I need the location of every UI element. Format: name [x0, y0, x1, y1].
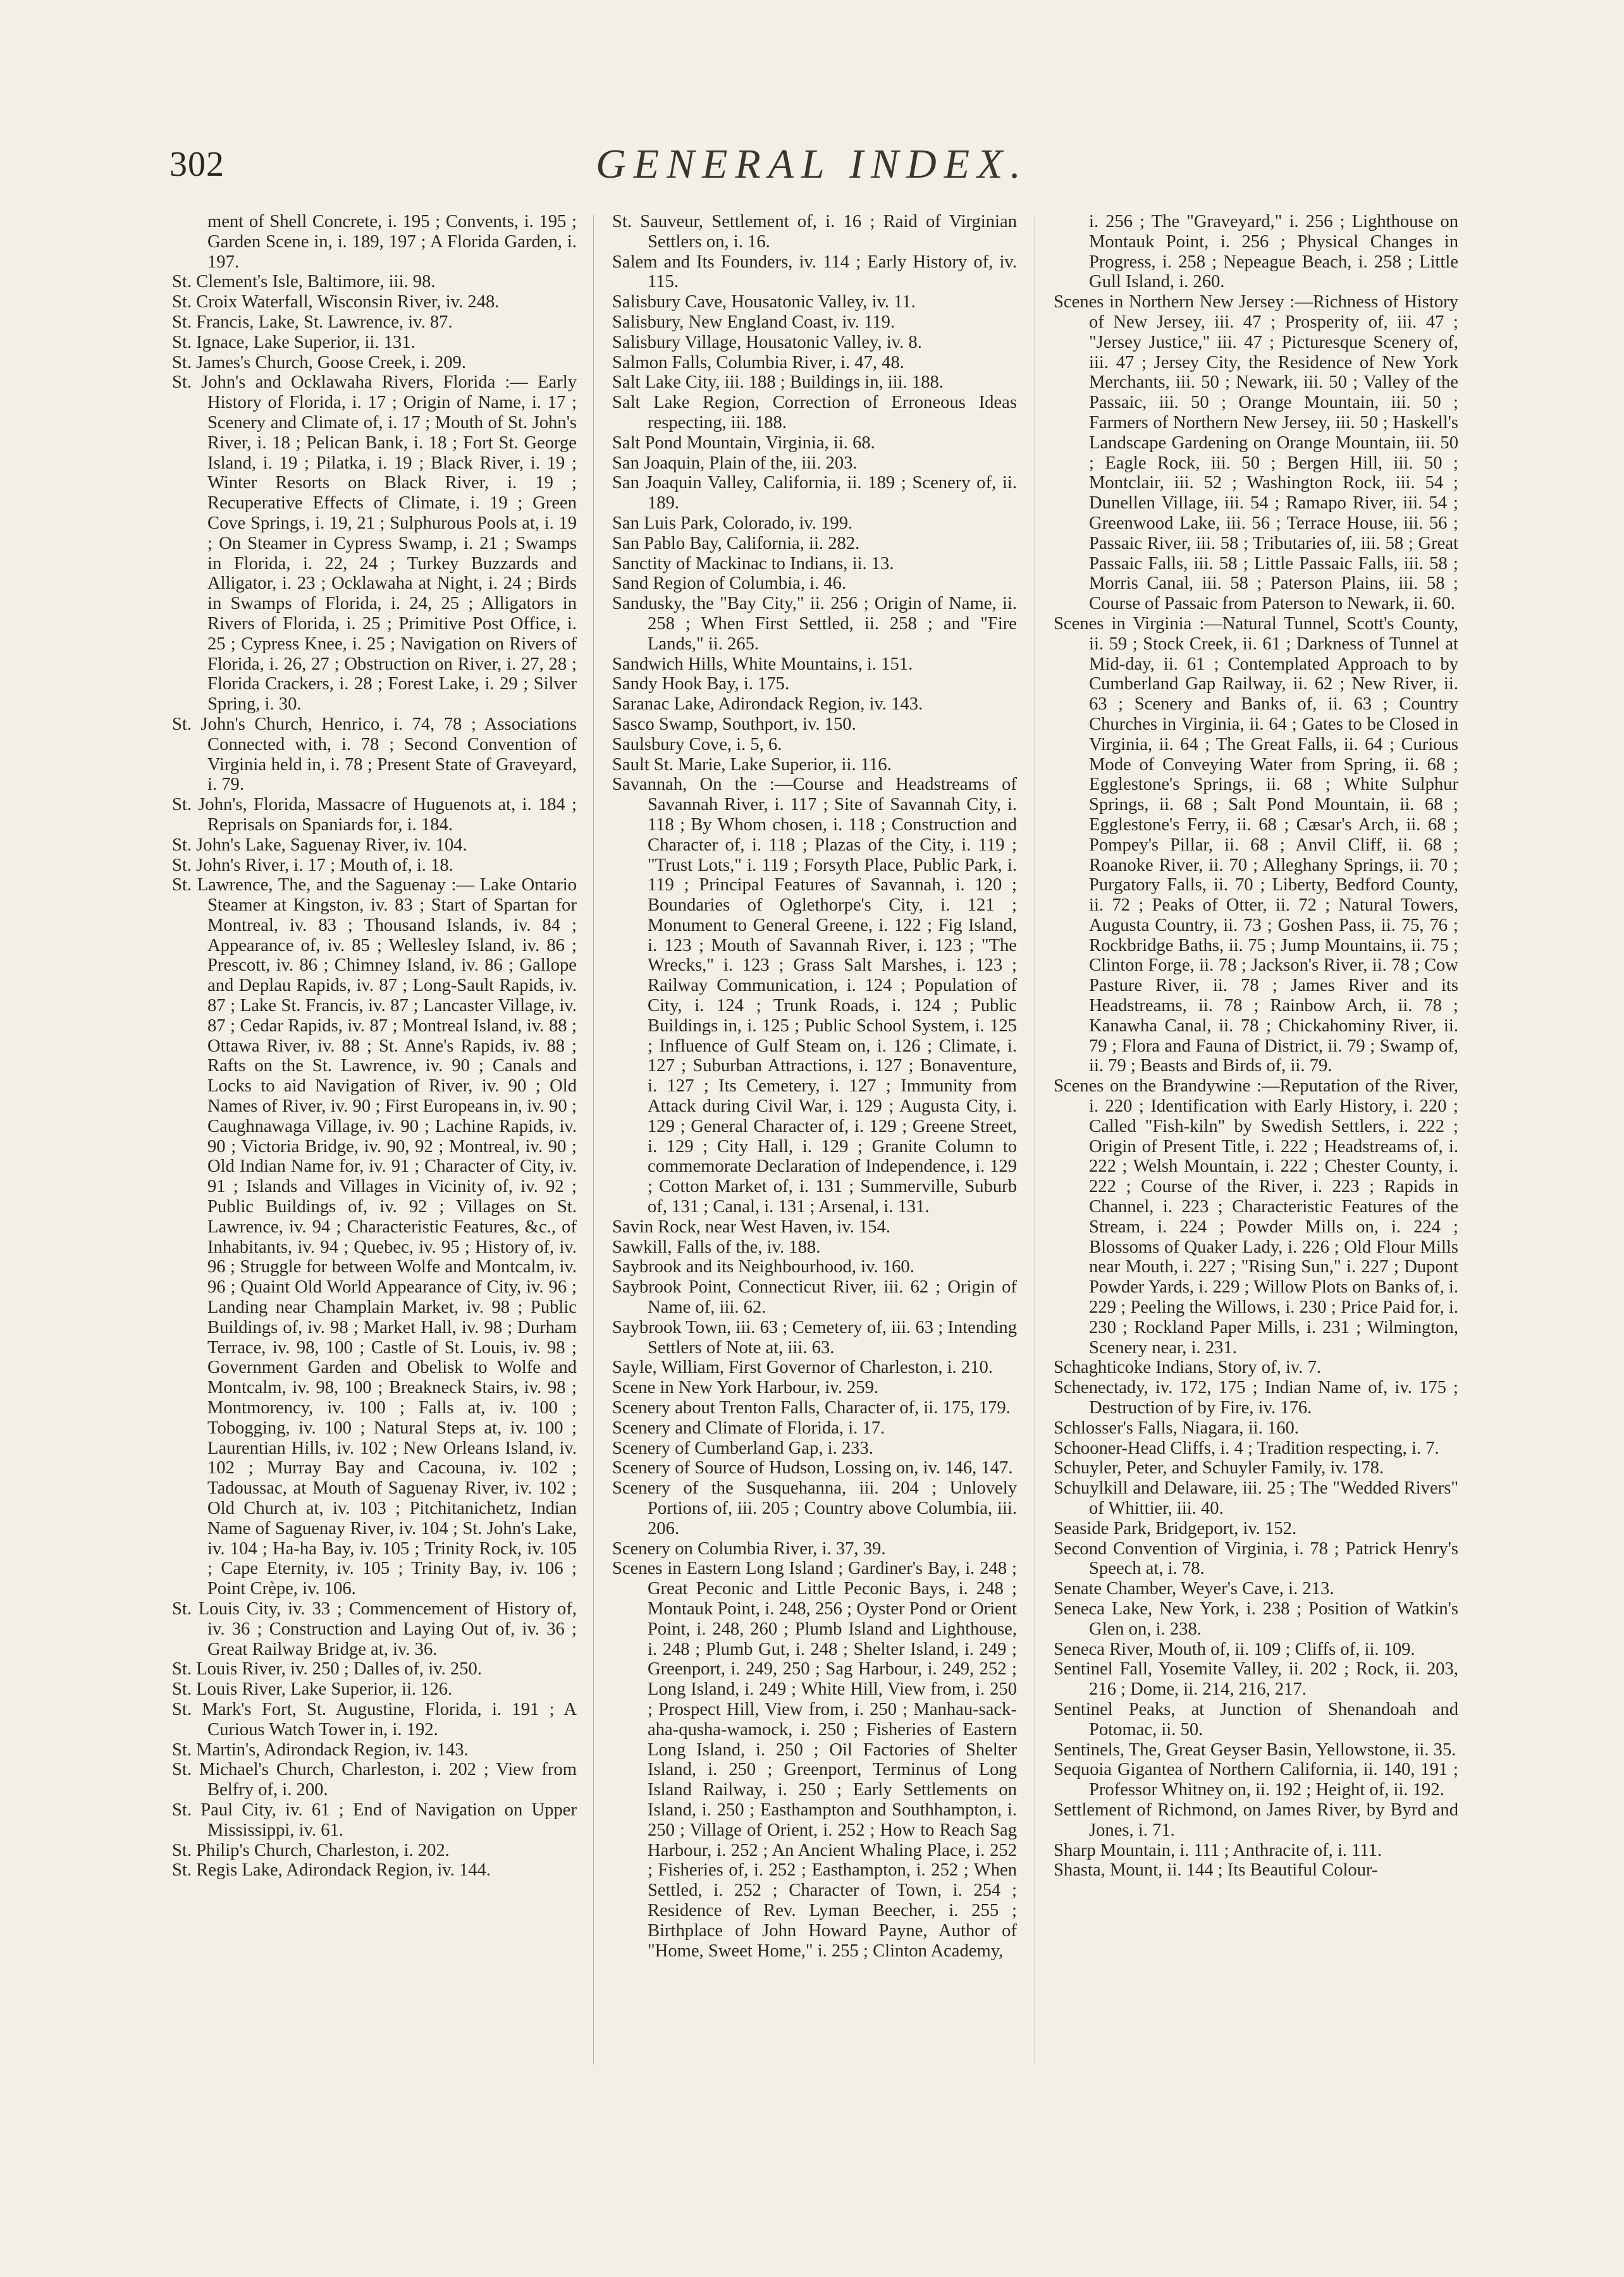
index-entry: St. John's Church, Henrico, i. 74, 78 ; Associations Connected with, i. 78 ; Second Convention of Virginia held in, i. 78 ; Present State of Graveyard, i. 79. [172, 714, 577, 795]
index-entry: i. 256 ; The "Graveyard," i. 256 ; Lighthouse on Montauk Point, i. 256 ; Physical Changes in Progress, i. 258 ; Nepeague Beach, i. 258 ; Little Gull Island, i. 260. [1089, 212, 1458, 292]
index-entry: Salisbury Cave, Housatonic Valley, iv. 11. [612, 292, 916, 312]
index-entry: Salisbury, New England Coast, iv. 119. [612, 312, 895, 332]
index-entry: Salmon Falls, Columbia River, i. 47, 48. [612, 352, 904, 372]
index-entry: Seneca Lake, New York, i. 238 ; Position of Watkin's Glen on, i. 238. [1054, 1599, 1458, 1639]
index-entry: St. Croix Waterfall, Wisconsin River, iv. 248. [172, 292, 500, 312]
index-entry: St. James's Church, Goose Creek, i. 209. [172, 352, 466, 372]
index-entry: St. Paul City, iv. 61 ; End of Navigation on Upper Mississippi, iv. 61. [172, 1800, 577, 1840]
index-entry: Schlosser's Falls, Niagara, ii. 160. [1054, 1418, 1299, 1438]
index-entry: St. John's, Florida, Massacre of Huguenots at, i. 184 ; Reprisals on Spaniards for, i. 184. [172, 795, 577, 835]
index-entry: St. Louis River, iv. 250 ; Dalles of, iv. 250. [172, 1659, 482, 1679]
index-entry: Shasta, Mount, ii. 144 ; Its Beautiful Colour- [1054, 1860, 1378, 1881]
index-entry: Salem and Its Founders, iv. 114 ; Early History of, iv. 115. [612, 252, 1017, 292]
index-entry: Senate Chamber, Weyer's Cave, i. 213. [1054, 1579, 1334, 1599]
index-entry: Scenery of the Susquehanna, iii. 204 ; Unlovely Portions of, iii. 205 ; Country above Columbia, iii. 206. [612, 1478, 1017, 1538]
index-entry: Schenectady, iv. 172, 175 ; Indian Name of, iv. 175 ; Destruction of by Fire, iv. 176. [1054, 1378, 1458, 1418]
index-entry: Sawkill, Falls of the, iv. 188. [612, 1237, 821, 1257]
index-entry: Savannah, On the :—Course and Headstreams of Savannah River, i. 117 ; Site of Savannah City, i. 118 ; By Whom chosen, i. 118 ; Construction and Character of, i. 118 ; Plazas of the City, i. 119 ; "Trust Lots," i. 119 ; Forsyth Place, Public Park, i. 119 ; Principal Features of Savannah, i. 120 ; Boundaries of Oglethorpe's City, i. 121 ; Monument to General Greene, i. 122 ; Fig Island, i. 123 ; Mouth of Savannah River, i. 123 ; "The Wrecks," i. 123 ; Grass Salt Marshes, i. 123 ; Railway Communication, i. 124 ; Population of City, i. 124 ; Trunk Roads, i. 124 ; Public Buildings in, i. 125 ; Public School System, i. 125 ; Influence of Gulf Steam on, i. 126 ; Climate, i. 127 ; Suburban Attractions, i. 127 ; Bonaventure, i. 127 ; Its Cemetery, i. 127 ; Immunity from Attack during Civil War, i. 129 ; Augusta City, i. 129 ; General Character of, i. 129 ; Greene Street, i. 129 ; City Hall, i. 129 ; Granite Column to commemorate Declaration of Independence, i. 129 ; Cotton Market of, i. 131 ; Summerville, Suburb of, 131 ; Canal, i. 131 ; Arsenal, i. 131. [612, 775, 1017, 1217]
column-rule [593, 215, 594, 2065]
index-entry: Schooner-Head Cliffs, i. 4 ; Tradition respecting, i. 7. [1054, 1438, 1439, 1458]
index-entry: St. Louis River, Lake Superior, ii. 126. [172, 1679, 453, 1700]
index-column-1 [172, 212, 577, 1881]
index-entry: Savin Rock, near West Haven, iv. 154. [612, 1217, 891, 1237]
index-entry: St. Mark's Fort, St. Augustine, Florida, i. 191 ; A Curious Watch Tower in, i. 192. [172, 1699, 577, 1740]
index-entry: San Joaquin Valley, California, ii. 189 ; Scenery of, ii. 189. [612, 473, 1017, 513]
index-entry: Seaside Park, Bridgeport, iv. 152. [1054, 1518, 1297, 1538]
index-entry: St. Martin's, Adirondack Region, iv. 143. [172, 1740, 469, 1760]
index-entry: San Joaquin, Plain of the, iii. 203. [612, 453, 858, 473]
index-entry: Salt Pond Mountain, Virginia, ii. 68. [612, 433, 875, 453]
index-entry: Scenes on the Brandywine :—Reputation of the River, i. 220 ; Identification with Early History, i. 220 ; Called "Fish-kiln" by Swedish Settlers, i. 222 ; Origin of Present Title, i. 222 ; Headstreams of, i. 222 ; Welsh Mountain, i. 222 ; Chester County, i. 222 ; Course of the River, i. 223 ; Rapids in Channel, i. 223 ; Characteristic Features of the Stream, i. 224 ; Powder Mills on, i. 224 ; Blossoms of Quaker Lady, i. 226 ; Old Flour Mills near Mouth, i. 227 ; "Rising Sun," i. 227 ; Dupont Powder Yards, i. 229 ; Willow Plots on Banks of, i. 229 ; Peeling the Willows, i. 230 ; Price Paid for, i. 230 ; Rockland Paper Mills, i. 231 ; Wilmington, Scenery near, i. 231. [1054, 1076, 1458, 1358]
index-entry: Sentinel Peaks, at Junction of Shenandoah and Potomac, ii. 50. [1054, 1699, 1458, 1740]
page-number: 302 [169, 145, 225, 184]
index-entry: St. Ignace, Lake Superior, ii. 131. [172, 332, 415, 352]
index-entry: Scenes in Northern New Jersey :—Richness of History of New Jersey, iii. 47 ; Prosperity of, iii. 47 ; "Jersey Justice," iii. 47 ; Picturesque Scenery of, iii. 47 ; Jersey City, the Residence of New York Merchants, iii. 50 ; Newark, iii. 50 ; Valley of the Passaic, iii. 50 ; Orange Mountain, iii. 50 ; Farmers of Northern New Jersey, iii. 50 ; Haskell's Landscape Gardening on Orange Mountain, iii. 50 ; Eagle Rock, iii. 50 ; Bergen Hill, iii. 50 ; Montclair, iii. 52 ; Washington Rock, iii. 54 ; Dunellen Village, iii. 54 ; Ramapo River, iii. 54 ; Greenwood Lake, iii. 56 ; Terrace House, iii. 56 ; Passaic River, iii. 58 ; Tributaries of, iii. 58 ; Great Passaic Falls, iii. 58 ; Little Passaic Falls, iii. 58 ; Morris Canal, iii. 58 ; Paterson Plains, iii. 58 ; Course of Passaic from Paterson to Newark, ii. 60. [1054, 292, 1458, 614]
index-entry: St. John's Lake, Saguenay River, iv. 104. [172, 835, 467, 855]
index-entry: Saybrook and its Neighbourhood, iv. 160. [612, 1257, 914, 1277]
index-entry: Second Convention of Virginia, i. 78 ; Patrick Henry's Speech at, i. 78. [1054, 1538, 1458, 1579]
index-entry: St. Regis Lake, Adirondack Region, iv. 144. [172, 1860, 491, 1881]
index-entry: Sharp Mountain, i. 111 ; Anthracite of, i. 111. [1054, 1840, 1382, 1860]
index-entry: Sanctity of Mackinac to Indians, ii. 13. [612, 553, 894, 574]
index-entry: San Luis Park, Colorado, iv. 199. [612, 513, 853, 533]
index-entry: Sentinel Fall, Yosemite Valley, ii. 202 ; Rock, ii. 203, 216 ; Dome, ii. 214, 216, 217. [1054, 1659, 1458, 1700]
index-entry: Seneca River, Mouth of, ii. 109 ; Cliffs of, ii. 109. [1054, 1639, 1415, 1659]
index-entry: St. Clement's Isle, Baltimore, iii. 98. [172, 272, 436, 292]
index-entry: St. John's River, i. 17 ; Mouth of, i. 18. [172, 855, 453, 875]
index-entry: St. Philip's Church, Charleston, i. 202. [172, 1840, 450, 1860]
index-column-2 [612, 212, 1017, 1961]
running-head: GENERAL INDEX. [596, 141, 1028, 187]
index-entry: Sasco Swamp, Southport, iv. 150. [612, 714, 856, 734]
index-entry: Schuylkill and Delaware, iii. 25 ; The "Wedded Rivers" of Whittier, iii. 40. [1054, 1478, 1458, 1518]
index-entry: Scenery about Trenton Falls, Character of, ii. 175, 179. [612, 1398, 1011, 1418]
index-entry: Saulsbury Cove, i. 5, 6. [612, 734, 782, 754]
index-entry: Saybrook Point, Connecticut River, iii. 62 ; Origin of Name of, iii. 62. [612, 1277, 1017, 1318]
index-entry: St. Louis City, iv. 33 ; Commencement of History of, iv. 36 ; Construction and Laying Out of, iv. 36 ; Great Railway Bridge at, iv. 36. [172, 1599, 577, 1659]
index-entry: Scenes in Virginia :—Natural Tunnel, Scott's County, ii. 59 ; Stock Creek, ii. 61 ; Darkness of Tunnel at Mid-day, ii. 61 ; Contemplated Approach to by Cumberland Gap Railway, ii. 62 ; New River, ii. 63 ; Scenery and Banks of, ii. 63 ; Country Churches in Virginia, ii. 64 ; Gates to be Closed in Virginia, ii. 64 ; The Great Falls, ii. 64 ; Curious Mode of Conveying Water from Spring, ii. 68 ; Egglestone's Springs, ii. 68 ; White Sulphur Springs, ii. 68 ; Salt Pond Mountain, ii. 68 ; Egglestone's Ferry, ii. 68 ; Cæsar's Arch, ii. 68 ; Pompey's Pillar, ii. 68 ; Anvil Cliff, ii. 68 ; Roanoke River, ii. 70 ; Alleghany Springs, ii. 70 ; Purgatory Falls, ii. 70 ; Liberty, Bedford County, ii. 72 ; Peaks of Otter, ii. 72 ; Natural Towers, Augusta Country, ii. 73 ; Goshen Pass, ii. 75, 76 ; Rockbridge Baths, ii. 75 ; Jump Mountains, ii. 75 ; Clinton Forge, ii. 78 ; Jackson's River, ii. 78 ; Cow Pasture River, ii. 78 ; James River and its Headstreams, ii. 78 ; Rainbow Arch, ii. 78 ; Kanawha Canal, ii. 78 ; Chickahominy River, ii. 79 ; Flora and Fauna of District, ii. 79 ; Swamp of, ii. 79 ; Beasts and Birds of, ii. 79. [1054, 613, 1458, 1076]
index-entry: Schuyler, Peter, and Schuyler Family, iv. 178. [1054, 1458, 1384, 1478]
index-entry: Schaghticoke Indians, Story of, iv. 7. [1054, 1358, 1322, 1378]
index-entry: Sequoia Gigantea of Northern California, ii. 140, 191 ; Professor Whitney on, ii. 192 ; Height of, ii. 192. [1054, 1760, 1458, 1800]
index-entry: ment of Shell Concrete, i. 195 ; Convents, i. 195 ; Garden Scene in, i. 189, 197 ; A Florida Garden, i. 197. [207, 212, 577, 272]
index-entry: Sault St. Marie, Lake Superior, ii. 116. [612, 754, 892, 775]
index-entry: Sandwich Hills, White Mountains, i. 151. [612, 654, 913, 674]
index-entry: Scenery and Climate of Florida, i. 17. [612, 1418, 885, 1438]
index-entry: St. Francis, Lake, St. Lawrence, iv. 87. [172, 312, 453, 332]
index-entry: Sayle, William, First Governor of Charleston, i. 210. [612, 1358, 993, 1378]
index-entry: Salt Lake Region, Correction of Erroneous Ideas respecting, iii. 188. [612, 393, 1017, 433]
index-entry: St. Lawrence, The, and the Saguenay :— Lake Ontario Steamer at Kingston, iv. 83 ; Start of Spartan for Montreal, iv. 83 ; Thousand Islands, iv. 84 ; Appearance of, iv. 85 ; Wellesley Island, iv. 86 ; Prescott, iv. 86 ; Chimney Island, iv. 86 ; Gallope and Deplau Rapids, iv. 87 ; Long-Sault Rapids, iv. 87 ; Lake St. Francis, iv. 87 ; Lancaster Village, iv. 87 ; Cedar Rapids, iv. 87 ; Montreal Island, iv. 88 ; Ottawa River, iv. 88 ; St. Anne's Rapids, iv. 88 ; Rafts on the St. Lawrence, iv. 90 ; Canals and Locks to aid Navigation of River, iv. 90 ; Old Names of River, iv. 90 ; First Europeans in, iv. 90 ; Caughnawaga Village, iv. 90 ; Lachine Rapids, iv. 90 ; Victoria Bridge, iv. 90, 92 ; Montreal, iv. 90 ; Old Indian Name for, iv. 91 ; Character of City, iv. 91 ; Islands and Villages in Vicinity of, iv. 92 ; Public Buildings of, iv. 92 ; Villages on St. Lawrence, iv. 94 ; Characteristic Features, &c., of Inhabitants, iv. 94 ; Quebec, iv. 95 ; History of, iv. 96 ; Struggle for between Wolfe and Montcalm, iv. 96 ; Quaint Old World Appearance of City, iv. 96 ; Landing near Champlain Market, iv. 98 ; Public Buildings of, iv. 98 ; Market Hall, iv. 98 ; Durham Terrace, iv. 98, 100 ; Castle of St. Louis, iv. 98 ; Government Garden and Obelisk to Wolfe and Montcalm, iv. 98, 100 ; Breakneck Stairs, iv. 98 ; Montmorency, iv. 100 ; Falls at, iv. 100 ; Tobogging, iv. 100 ; Natural Steps at, iv. 100 ; Laurentian Hills, iv. 102 ; New Orleans Island, iv. 102 ; Murray Bay and Cacouna, iv. 102 ; Tadoussac, at Mouth of Saguenay River, iv. 102 ; Old Church at, iv. 103 ; Pitchitanichetz, Indian Name of Saguenay River, iv. 104 ; St. John's Lake, iv. 104 ; Ha-ha Bay, iv. 105 ; Trinity Rock, iv. 105 ; Cape Eternity, iv. 105 ; Trinity Bay, iv. 106 ; Point Crèpe, iv. 106. [172, 875, 577, 1599]
index-entry: Salt Lake City, iii. 188 ; Buildings in, iii. 188. [612, 372, 944, 393]
index-entry: Scene in New York Harbour, iv. 259. [612, 1378, 879, 1398]
index-entry: San Pablo Bay, California, ii. 282. [612, 533, 860, 553]
index-entry: Sand Region of Columbia, i. 46. [612, 574, 847, 594]
index-entry: Salisbury Village, Housatonic Valley, iv. 8. [612, 332, 922, 352]
index-entry: St. John's and Ocklawaha Rivers, Florida :— Early History of Florida, i. 17 ; Origin of Name, i. 17 ; Scenery and Climate of, i. 17 ; Mouth of St. John's River, i. 18 ; Pelican Bank, i. 18 ; Fort St. George Island, i. 19 ; Pilatka, i. 19 ; Black River, i. 19 ; Winter Resorts on Black River, i. 19 ; Recuperative Effects of Climate, i. 19 ; Green Cove Springs, i. 19, 21 ; Sulphurous Pools at, i. 19 ; On Steamer in Cypress Swamp, i. 21 ; Swamps in Florida, i. 22, 24 ; Turkey Buzzards and Alligator, i. 23 ; Ocklawaha at Night, i. 24 ; Birds in Swamps of Florida, i. 24, 25 ; Alligators in Rivers of Florida, i. 25 ; Primitive Post Office, i. 25 ; Cypress Knee, i. 25 ; Navigation on Rivers of Florida, i. 26, 27 ; Obstruction on River, i. 27, 28 ; Florida Crackers, i. 28 ; Forest Lake, i. 29 ; Silver Spring, i. 30. [172, 372, 577, 715]
index-entry: St. Sauveur, Settlement of, i. 16 ; Raid of Virginian Settlers on, i. 16. [612, 212, 1017, 252]
index-entry: Sentinels, The, Great Geyser Basin, Yellowstone, ii. 35. [1054, 1740, 1456, 1760]
index-entry: Scenes in Eastern Long Island ; Gardiner's Bay, i. 248 ; Great Peconic and Little Peconic Bays, i. 248 ; Montauk Point, i. 248, 256 ; Oyster Pond or Orient Point, i. 248, 260 ; Plumb Island and Lighthouse, i. 248 ; Plumb Gut, i. 248 ; Shelter Island, i. 249 ; Greenport, i. 249, 250 ; Sag Harbour, i. 249, 252 ; Long Island, i. 249 ; White Hill, View from, i. 250 ; Prospect Hill, View from, i. 250 ; Manhau-sack-aha-qusha-wamock, i. 250 ; Fisheries of Eastern Long Island, i. 250 ; Oil Factories of Shelter Island, i. 250 ; Greenport, Terminus of Long Island Railway, i. 250 ; Early Settlements on Island, i. 250 ; Easthampton and Southhampton, i. 250 ; Village of Orient, i. 252 ; How to Reach Sag Harbour, i. 252 ; An Ancient Whaling Place, i. 252 ; Fisheries of, i. 252 ; Easthampton, i. 252 ; When Settled, i. 252 ; Character of Town, i. 254 ; Residence of Rev. Lyman Beecher, i. 255 ; Birthplace of John Howard Payne, Author of "Home, Sweet Home," i. 255 ; Clinton Academy, [612, 1559, 1017, 1961]
index-entry: Saybrook Town, iii. 63 ; Cemetery of, iii. 63 ; Intending Settlers of Note at, iii. 63. [612, 1317, 1017, 1358]
index-entry: Saranac Lake, Adirondack Region, iv. 143. [612, 694, 923, 715]
index-entry: Sandusky, the "Bay City," ii. 256 ; Origin of Name, ii. 258 ; When First Settled, ii. 258 ; and "Fire Lands," ii. 265. [612, 594, 1017, 654]
index-entry: Settlement of Richmond, on James River, by Byrd and Jones, i. 71. [1054, 1800, 1458, 1840]
index-entry: St. Michael's Church, Charleston, i. 202 ; View from Belfry of, i. 200. [172, 1760, 577, 1800]
index-column-3 [1054, 212, 1458, 1881]
index-entry: Sandy Hook Bay, i. 175. [612, 674, 790, 694]
index-entry: Scenery of Source of Hudson, Lossing on, iv. 146, 147. [612, 1458, 1013, 1478]
index-entry: Scenery of Cumberland Gap, i. 233. [612, 1438, 873, 1458]
index-entry: Scenery on Columbia River, i. 37, 39. [612, 1538, 886, 1559]
